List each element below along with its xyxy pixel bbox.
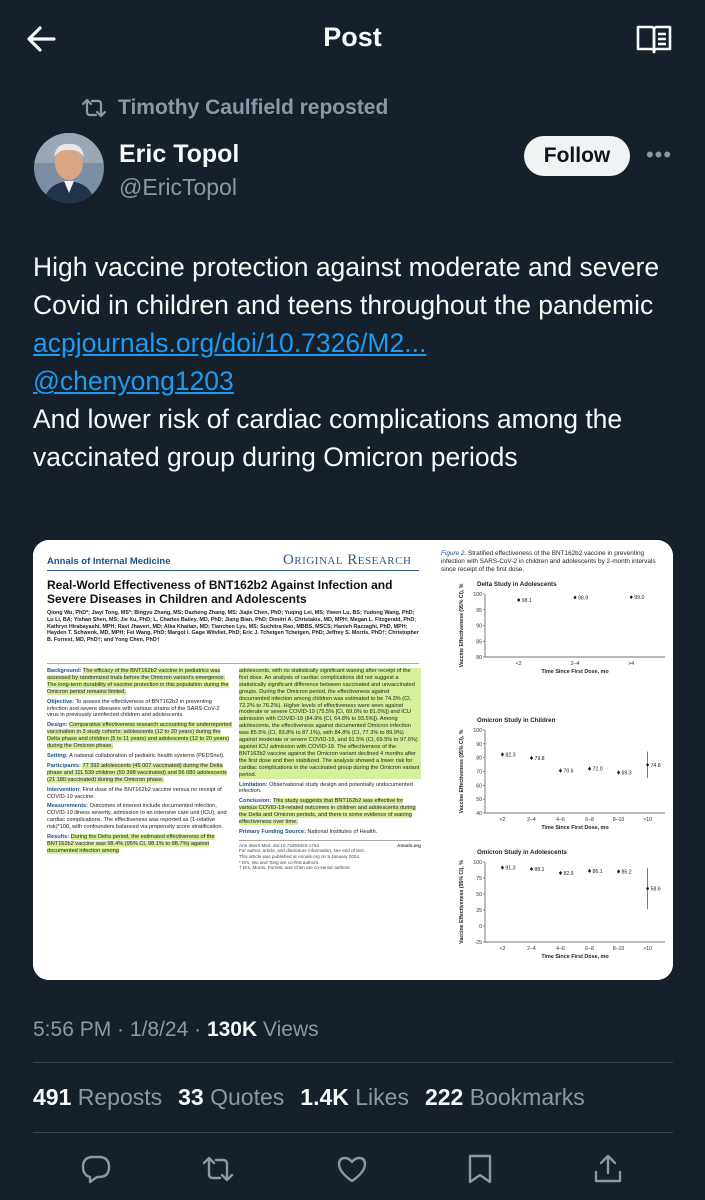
objective-label: Objective: [47, 698, 75, 705]
data-label: 99.0 [634, 595, 645, 602]
bookmarks-label: Bookmarks [469, 1084, 585, 1110]
data-label: 91.3 [505, 865, 516, 872]
y-tick-label: 60 [476, 783, 482, 790]
x-tick-label: 4–6 [556, 946, 565, 952]
limitation-text: Observational study design and potentially undocumented infection. [239, 781, 413, 795]
y-tick-label: 50 [476, 892, 482, 898]
data-point [517, 599, 520, 602]
data-point [646, 887, 649, 890]
quotes-label: Quotes [210, 1084, 285, 1110]
x-tick-label: 2–4 [527, 817, 536, 823]
quotes-stat[interactable] [178, 1084, 284, 1111]
design-text: Comparative effectiveness research accounting for underreported vaccination in 3 study cohorts: adolescents (12 to 20 years) during the Delta phase and children (5 to 11 years) and adolescents (12 to 20 years) during the Omicron phase. [47, 722, 232, 750]
figure-caption-label: Figure 2. [441, 550, 467, 557]
x-tick-label: >10 [643, 817, 652, 823]
tweet-link[interactable]: acpjournals.org/doi/10.7326/M2... [33, 328, 427, 358]
data-label: 98.9 [578, 595, 589, 602]
data-label: 85.2 [621, 869, 632, 876]
x-tick-label: <2 [499, 946, 506, 952]
likes-label: Likes [355, 1084, 409, 1110]
data-point [559, 769, 562, 772]
more-icon[interactable]: ••• [645, 142, 673, 167]
figure-caption-text: Stratified effectiveness of the BNT162b2 vaccine in preventing infection with SARS-CoV-2 in children and adolescents by 2-month intervals since receipt of the first dose. [441, 550, 656, 573]
participants-label: Participants: [47, 762, 81, 769]
tweet-line-1: High vaccine protection against moderate and severe Covid in children and teens throughout the pandemic [33, 252, 660, 320]
quotes-count: 33 [178, 1084, 204, 1110]
y-tick-label: 100 [473, 728, 482, 734]
conclusion-label: Conclusion: [239, 798, 272, 805]
data-label: 72.0 [592, 766, 603, 773]
setting-label: Setting: [47, 752, 68, 759]
share-icon[interactable] [592, 1153, 624, 1185]
measurements-text: Outcomes of interest include documented infection, COVID-19 illness severity, admission to an intensive care unit (ICU), and cardiac complications. The effectiveness was reported as (1-relative risk)*100, with confounders balanced via propensity score stratification. [47, 803, 227, 831]
background-text: The efficacy of the BNT162b2 vaccine in pediatrics was assessed by randomized trials before the Omicron variant's emergence. The long-term durability of vaccine protection in this population during the Omicron period remains limited. [47, 668, 229, 695]
abstract-column-1 [47, 668, 232, 963]
panel-title: Omicron Study in Adolescents [477, 849, 567, 856]
panel-title: Delta Study in Adolescents [477, 581, 557, 588]
repost-text: Timothy Caulfield reposted [118, 96, 389, 119]
page-title: Post [323, 22, 382, 52]
post-time: 5:56 PM [33, 1018, 112, 1041]
results-continued: adolescents, with no statistically significant waning after receipt of the first dose. An analysis of cardiac complications did not suggest a statistically significant difference between vaccinated and unvaccinated groups. During the Omicron period, the effectiveness against documented infection among children was estimated to be 74.3% (CI, 72.2% to 76.2%). Higher levels of effectiveness were seen against moderate or severe COVID-19 (75.5% [CI, 69.0% to 81.0%]) and ICU admission with COVID-19 (84.9% [CI, 64.8% to 93.5%]). Among adolescents, the effectiveness against documented Omicron infection was 85.5% (CI, 83.8% to 87.1%), with 84.8% (CI, 77.3% to 89.9%) against moderate or severe COVID-19, and 91.5% (CI, 69.5% to 97.6%) against ICU admission with COVID-19. The effectiveness of the BNT162b2 vaccine against the Omicron variant declined 4 months after the first dose and then stabilized. The analysis showed a lower risk for cardiac complications in the vaccinated group during the Omicron variant period. [239, 668, 420, 778]
intervention-label: Intervention: [47, 786, 81, 793]
data-point [588, 870, 591, 873]
participants-text: 77 392 adolescents (45 007 vaccinated) during the Delta phase and 111 539 children (50 398 vaccinated) and 56 080 adolescents (21 180 vaccinated) during the Omicron phase. [47, 762, 227, 783]
setting-text: A national collaboration of pediatric health systems (PEDSnet). [69, 752, 225, 759]
x-axis-label: Time Since First Dose, mo [541, 669, 609, 675]
x-tick-label: <2 [499, 817, 506, 823]
y-tick-label: 95 [476, 607, 482, 614]
like-icon[interactable] [336, 1153, 368, 1185]
likes-count: 1.4K [300, 1084, 349, 1110]
repost-icon [82, 97, 106, 119]
avatar[interactable] [34, 133, 104, 203]
abstract-column-2 [239, 668, 421, 963]
y-axis-label: Vaccine Effectiveness (95% CI), % [459, 860, 465, 944]
results-text: During the Delta period, the estimated effectiveness of the BNT162b2 vaccine was 98.4% (95% CI, 98.1% to 98.7%) against documented infection among [47, 834, 215, 854]
x-tick-label: 6–8 [585, 817, 594, 823]
tweet-mention[interactable]: @chenyong1203 [33, 366, 234, 396]
y-tick-label: 70 [476, 769, 482, 776]
data-label: 82.9 [563, 870, 574, 877]
paper-title: Real-World Effectiveness of BNT162b2 Against Infection and Severe Diseases in Children and Adolescents [47, 578, 393, 606]
data-label: 70.6 [563, 768, 574, 775]
data-label: 58.6 [650, 886, 661, 893]
y-tick-label: 75 [476, 876, 482, 882]
data-point [646, 764, 649, 767]
background-label: Background: [47, 668, 82, 674]
retweet-icon[interactable] [202, 1153, 234, 1185]
x-tick-label: >10 [643, 946, 652, 952]
top-bar [0, 0, 705, 80]
results-label: Results: [47, 834, 70, 841]
y-tick-label: 90 [476, 623, 482, 630]
footer-cofirst: * Drs. Wu and Tong are co-first authors. [239, 859, 320, 865]
intervention-text: First dose of the BNT162b2 vaccine versus no receipt of COVID-19 vaccine. [47, 786, 222, 800]
effectiveness-chart [433, 540, 673, 980]
measurements-label: Measurements: [47, 803, 89, 810]
reposts-count: 491 [33, 1084, 72, 1110]
data-point [501, 753, 504, 756]
y-tick-label: 90 [476, 741, 482, 748]
divider [33, 1132, 673, 1133]
limitation-label: Limitation: [239, 781, 268, 788]
tweet-media-image[interactable] [33, 540, 673, 980]
x-tick-label: 8–10 [612, 946, 625, 952]
y-tick-label: 0 [479, 924, 482, 930]
data-point [588, 767, 591, 770]
data-label: 89.1 [534, 866, 545, 873]
data-point [617, 870, 620, 873]
x-axis-label: Time Since First Dose, mo [541, 825, 609, 831]
data-label: 69.3 [621, 770, 632, 777]
y-tick-label: 100 [473, 860, 482, 866]
y-tick-label: 25 [476, 908, 482, 914]
data-point [630, 596, 633, 599]
bookmarks-stat[interactable] [425, 1084, 585, 1111]
x-tick-label: >4 [628, 661, 635, 667]
footer-info: For author, article, and disclosure information, see end of text. [239, 848, 365, 854]
x-axis-label: Time Since First Dose, mo [541, 954, 609, 960]
data-point [559, 872, 562, 875]
divider [33, 1062, 673, 1063]
reply-icon[interactable] [80, 1153, 112, 1185]
follow-button[interactable]: Follow [524, 136, 630, 176]
bookmark-icon[interactable] [464, 1153, 496, 1185]
data-label: 79.8 [534, 755, 545, 762]
y-tick-label: 50 [476, 797, 482, 804]
x-tick-label: 2–4 [527, 946, 536, 952]
tweet-text [33, 248, 673, 476]
journal-name: Annals of Internal Medicine [47, 556, 171, 567]
x-tick-label: 8–10 [612, 817, 625, 823]
objective-text: To assess the effectiveness of BNT162b2 in preventing infection and severe diseases with various strains of the SARS-CoV-2 virus in previously uninfected children and adolescents. [47, 698, 220, 719]
x-tick-label: 2–4 [570, 661, 580, 667]
action-bar [0, 1145, 705, 1189]
reposts-stat[interactable] [33, 1084, 162, 1111]
design-label: Design: [47, 722, 68, 729]
reposts-label: Reposts [77, 1084, 163, 1110]
y-tick-label: 40 [476, 811, 482, 817]
data-label: 74.8 [650, 762, 661, 769]
post-meta: 5:56 PM · 1/8/24 · 130K Views [33, 1018, 319, 1041]
reader-icon[interactable] [635, 22, 673, 56]
repost-indicator[interactable] [82, 95, 388, 121]
footer-doi: Ann Intern Med. doi:10.7326/M23-1754 [239, 842, 319, 848]
y-tick-label: 85 [476, 639, 482, 646]
y-tick-label: 80 [476, 655, 482, 661]
post-date: 1/8/24 [129, 1018, 189, 1041]
y-tick-label: -25 [474, 940, 482, 946]
data-point [530, 757, 533, 760]
paper-authors: Qiong Wu, PhD*; Jiayi Tong, MS*; Bingyu Zhang, MS; Dazheng Zhang, MS; Jiajie Chen, PhD; Yuqing Lei, MS; Yiwen Lu, BS; Yudong Wang, PhD; Lu Li, BA; Yishan Shen, MS; Jie Xu, PhD; L. Charles Bailey, MD, PhD; Jiang Bian, PhD; Dimitri A. Christakis, MD, MPH; Megan L. Fitzgerald, PhD; Kathryn Hirabayashi, MPH; Ravi Jhaveri, MD; Alka Khaitan, MD; Tianchen Lyu, MS; Suchitra Rao, MBBS, MSCS; Hanieh Razzaghi, PhD, MPH; Hayden T. Schwenk, MD, MPH; Fei Wang, PhD; Margot I. Gage Witvliet, PhD; Eric J. Tchetgen Tchetgen, PhD; Jeffrey S. Morris, PhD†; Christopher B. Forrest, MD, PhD†; and Yong Chen, PhD† [47, 610, 419, 644]
figure-panel [433, 540, 673, 980]
data-label: 82.3 [505, 752, 516, 759]
conclusion-text: This study suggests that BNT162b2 was effective for various COVID-19-related outcomes in children and adolescents during the Delta and Omicron periods, and there is some evidence of waning effectiveness over time. [239, 798, 416, 826]
footer-site: Annals.org [397, 842, 421, 848]
y-axis-label: Vaccine Effectiveness (95% CI), % [459, 583, 465, 668]
x-tick-label: 4–6 [556, 817, 565, 823]
funding-text: National Institutes of Health. [307, 828, 378, 835]
views-label[interactable]: Views [263, 1018, 319, 1041]
bookmarks-count: 222 [424, 1084, 464, 1110]
section-label: Original Research [283, 552, 412, 568]
paper-page [33, 540, 433, 980]
x-tick-label: 6–8 [585, 946, 594, 952]
likes-stat[interactable] [300, 1084, 409, 1111]
y-tick-label: 80 [476, 755, 482, 762]
engagement-stats [33, 1084, 585, 1111]
funding-label: Primary Funding Source: [239, 828, 306, 835]
x-tick-label: <2 [515, 661, 522, 667]
footer-cosenior: † Drs. Morris, Forrest, and Chen are co-senior authors. [239, 865, 351, 871]
data-label: 86.1 [592, 868, 603, 875]
data-label: 98.1 [521, 597, 532, 604]
panel-title: Omicron Study in Children [477, 717, 556, 724]
data-point [530, 868, 533, 871]
data-point [617, 771, 620, 774]
footer-published: This article was published at Annals.org on 9 January 2024. [239, 854, 361, 860]
y-tick-label: 100 [473, 592, 482, 598]
views-count: 130K [206, 1018, 258, 1041]
data-point [501, 866, 504, 869]
data-point [574, 596, 577, 599]
author-name[interactable]: Eric Topol [119, 140, 240, 168]
tweet-line-2: And lower risk of cardiac complications among the vaccinated group during Omicron periods [33, 404, 623, 472]
y-axis-label: Vaccine Effectiveness (95% CI), % [459, 729, 465, 814]
author-handle[interactable]: @EricTopol [119, 174, 237, 200]
